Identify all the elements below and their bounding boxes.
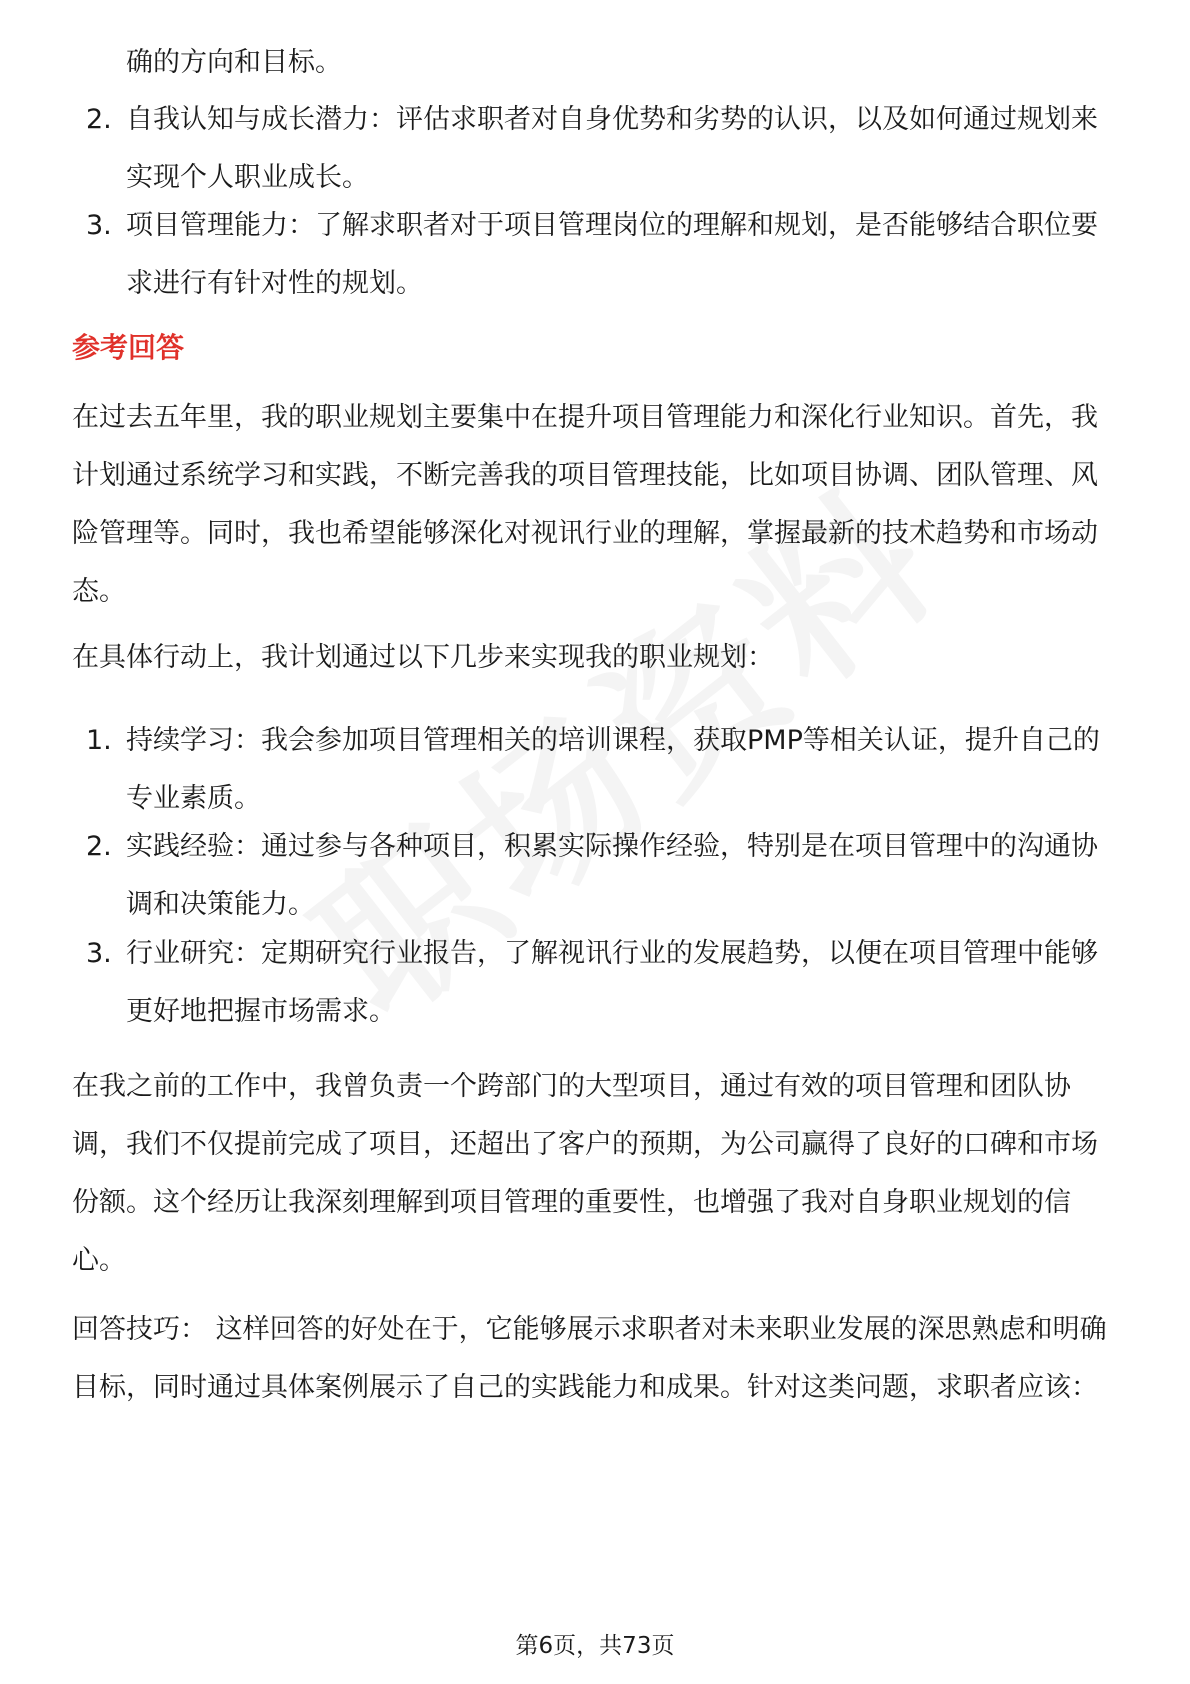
page-number-footer: 第6页，共73页 — [515, 1633, 675, 1659]
list-text: 自我认知与成长潜力：评估求职者对自身优势和劣势的认识，以及如何通过规划来实现个人职业成长。 — [126, 104, 1098, 193]
answer-paragraph-3: 在我之前的工作中，我曾负责一个跨部门的大型项目，通过有效的项目管理和团队协调，我们不仅提前完成了项目，还超出了客户的预期，为公司赢得了良好的口碑和市场份额。这个经历让我深刻理解到项目管理的重要性，也增强了我对自身职业规划的信心。 — [72, 1071, 1098, 1276]
list-number: 1. — [86, 725, 112, 756]
list-text: 行业研究：定期研究行业报告，了解视讯行业的发展趋势，以便在项目管理中能够更好地把握市场需求。 — [126, 938, 1098, 1027]
answer-paragraph-1: 在过去五年里，我的职业规划主要集中在提升项目管理能力和深化行业知识。首先，我计划通过系统学习和实践，不断完善我的项目管理技能，比如项目协调、团队管理、风险管理等。同时，我也希望能够深化对视讯行业的理解，掌握最新的技术趋势和市场动态。 — [72, 402, 1098, 607]
list-number: 2. — [86, 831, 112, 862]
intro-continuation: 确的方向和目标。 — [126, 47, 342, 78]
list-number: 2. — [86, 104, 112, 135]
action-item-3 — [72, 925, 1122, 1041]
action-item-2 — [72, 818, 1122, 934]
action-item-1 — [72, 712, 1122, 828]
criteria-item-2 — [72, 91, 1122, 207]
answer-tips: 回答技巧： 这样回答的好处在于，它能够展示求职者对未来职业发展的深思熟虑和明确目标，同时通过具体案例展示了自己的实践能力和成果。针对这类问题，求职者应该： — [72, 1314, 1107, 1403]
list-number: 3. — [86, 210, 112, 241]
list-text: 持续学习：我会参加项目管理相关的培训课程，获取PMP等相关认证，提升自己的专业素质。 — [126, 725, 1100, 814]
list-text: 实践经验：通过参与各种项目，积累实际操作经验，特别是在项目管理中的沟通协调和决策能力。 — [126, 831, 1098, 920]
answer-paragraph-2: 在具体行动上，我计划通过以下几步来实现我的职业规划： — [72, 642, 774, 673]
list-text: 项目管理能力：了解求职者对于项目管理岗位的理解和规划，是否能够结合职位要求进行有针对性的规划。 — [126, 210, 1098, 299]
criteria-item-3 — [72, 197, 1122, 313]
list-number: 3. — [86, 938, 112, 969]
reference-answer-heading: 参考回答 — [72, 331, 185, 364]
